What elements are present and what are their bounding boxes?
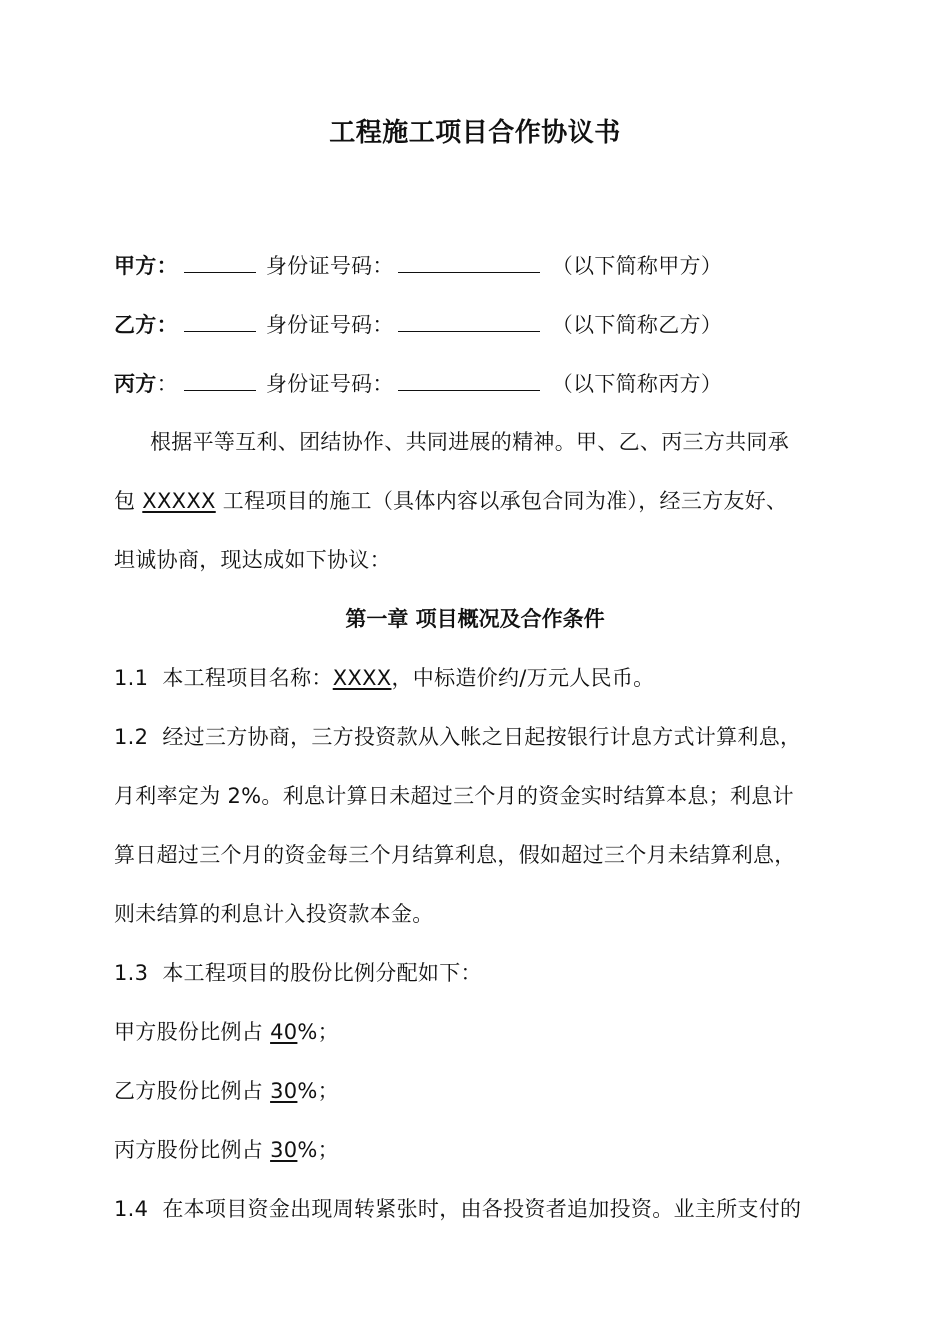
share-line-c	[114, 1135, 339, 1165]
clause-1-1	[114, 663, 654, 693]
document-title: 工程施工项目合作协议书	[329, 118, 621, 148]
party-a-name: 甲方	[114, 254, 157, 278]
share-b-unit: %；	[297, 1079, 339, 1103]
clause-1-4-text: 在本项目资金出现周转紧张时，由各投资者追加投资。业主所支付的	[162, 1197, 802, 1221]
clause-1-3-number: 1.3	[114, 961, 149, 985]
clause-1-1-pre: 本工程项目名称：	[162, 666, 333, 690]
party-a-name-blank	[184, 250, 256, 273]
clause-1-2-line-4: 则未结算的利息计入投资款本金。	[114, 902, 434, 926]
clause-1-1-number: 1.1	[114, 666, 149, 690]
party-c-name: 丙方	[114, 372, 157, 396]
intro-line-2	[114, 486, 787, 516]
share-c-unit: %；	[297, 1138, 339, 1162]
party-a-colon: ：	[156, 254, 178, 278]
party-a-id-blank	[398, 250, 540, 273]
party-b-name: 乙方	[114, 313, 157, 337]
clause-1-2-line-3: 算日超过三个月的资金每三个月结算利息，假如超过三个月未结算利息，	[114, 843, 796, 867]
party-c-name-blank	[184, 368, 256, 391]
party-b-id-blank	[398, 309, 540, 332]
intro-line-2-pre: 包	[114, 489, 136, 513]
share-c-label: 丙方股份比例占	[114, 1138, 264, 1162]
party-c-id-label: 身份证号码：	[265, 372, 394, 396]
party-line-b	[114, 309, 722, 340]
party-b-alias: （以下简称乙方）	[551, 313, 723, 337]
intro-line-1: 根据平等互利、团结协作、共同进展的精神。甲、乙、丙三方共同承	[150, 430, 789, 454]
party-c-id-blank	[398, 368, 540, 391]
party-a-id-label: 身份证号码：	[265, 254, 394, 278]
clause-1-1-post: ，中标造价约/万元人民币。	[391, 666, 655, 690]
clause-1-4	[114, 1194, 801, 1224]
clause-1-2-text-1: 经过三方协商，三方投资款从入帐之日起按银行计息方式计算利息，	[162, 725, 802, 749]
clause-1-2-line-1	[114, 722, 801, 752]
share-a-unit: %；	[297, 1020, 339, 1044]
share-b-value: 30	[270, 1079, 298, 1103]
clause-1-3	[114, 958, 482, 988]
party-line-a	[114, 250, 722, 281]
party-a-alias: （以下简称甲方）	[551, 254, 723, 278]
project-name-value: XXXX	[332, 666, 392, 690]
clause-1-3-text: 本工程项目的股份比例分配如下：	[162, 961, 482, 985]
clause-1-2-line-2: 月利率定为 2%。利息计算日未超过三个月的资金实时结算本息；利息计	[114, 784, 794, 808]
party-line-c	[114, 368, 722, 399]
share-a-label: 甲方股份比例占	[114, 1020, 264, 1044]
clause-1-4-number: 1.4	[114, 1197, 149, 1221]
intro-line-2-post: 工程项目的施工（具体内容以承包合同为准），经三方友好、	[222, 489, 788, 513]
party-b-id-label: 身份证号码：	[265, 313, 394, 337]
share-c-value: 30	[270, 1138, 298, 1162]
intro-line-3: 坦诚协商，现达成如下协议：	[114, 548, 391, 572]
share-line-b	[114, 1076, 339, 1106]
project-name-placeholder: XXXXX	[142, 489, 216, 513]
party-b-name-blank	[184, 309, 256, 332]
chapter-heading: 第一章 项目概况及合作条件	[345, 607, 605, 631]
share-line-a	[114, 1017, 339, 1047]
share-a-value: 40	[270, 1020, 298, 1044]
party-b-colon: ：	[156, 313, 178, 337]
clause-1-2-number: 1.2	[114, 725, 149, 749]
party-c-alias: （以下简称丙方）	[551, 372, 723, 396]
share-b-label: 乙方股份比例占	[114, 1079, 264, 1103]
party-c-colon: ：	[156, 372, 178, 396]
